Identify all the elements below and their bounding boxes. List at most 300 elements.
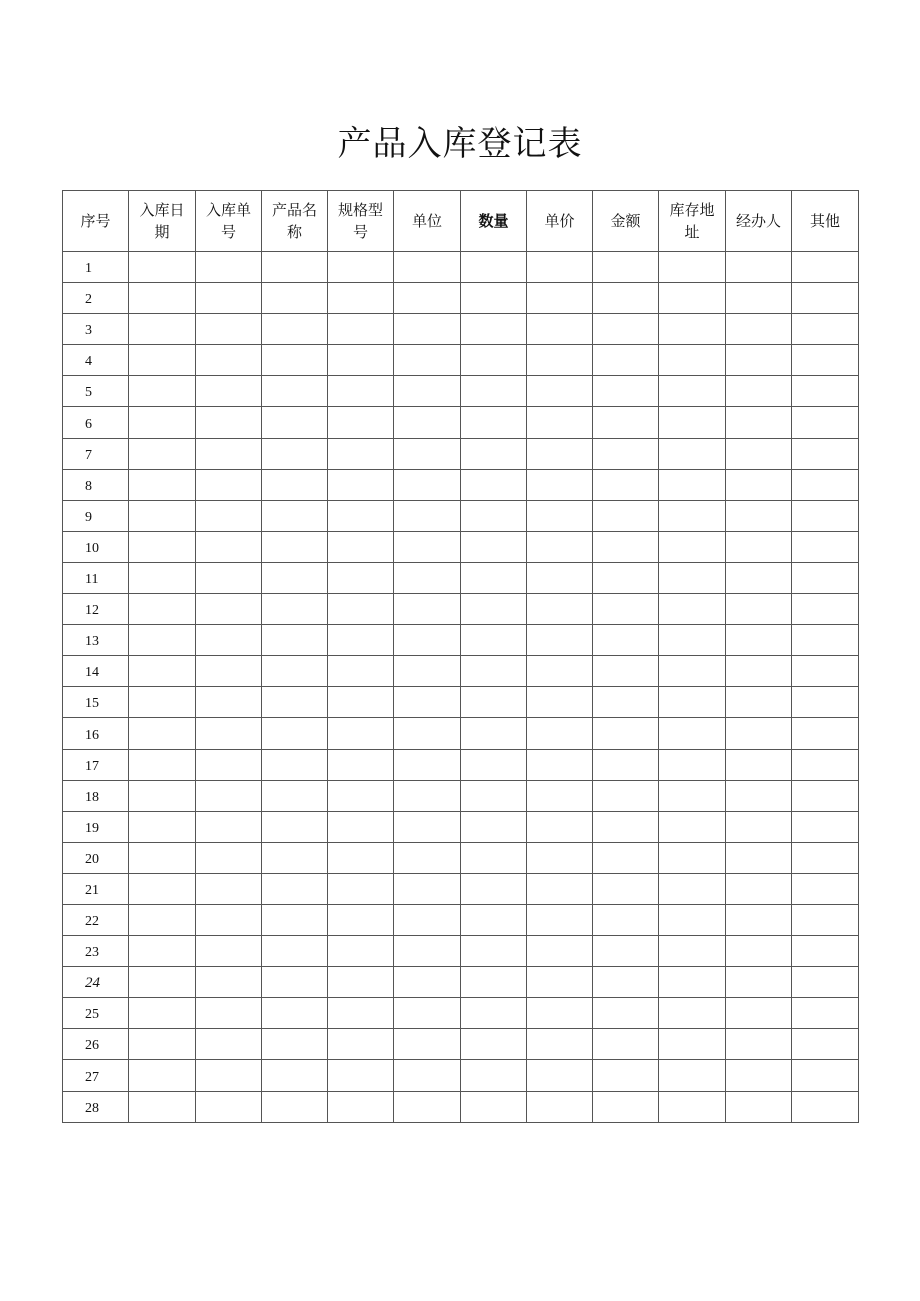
table-cell[interactable] bbox=[262, 345, 328, 376]
table-cell[interactable] bbox=[196, 967, 262, 998]
table-cell[interactable] bbox=[659, 873, 726, 904]
table-cell[interactable] bbox=[328, 562, 394, 593]
table-cell[interactable] bbox=[726, 842, 792, 873]
table-cell[interactable] bbox=[262, 967, 328, 998]
table-cell[interactable] bbox=[394, 873, 461, 904]
table-cell[interactable] bbox=[593, 376, 659, 407]
table-cell[interactable] bbox=[593, 594, 659, 625]
table-cell[interactable] bbox=[792, 469, 859, 500]
table-cell[interactable] bbox=[527, 1091, 593, 1122]
table-cell[interactable] bbox=[593, 842, 659, 873]
table-cell[interactable] bbox=[593, 780, 659, 811]
table-cell[interactable] bbox=[196, 718, 262, 749]
table-cell[interactable] bbox=[726, 625, 792, 656]
table-cell[interactable] bbox=[196, 936, 262, 967]
table-cell[interactable] bbox=[461, 1060, 527, 1091]
table-cell[interactable] bbox=[394, 252, 461, 283]
table-cell[interactable] bbox=[328, 376, 394, 407]
table-cell[interactable] bbox=[196, 376, 262, 407]
table-cell[interactable] bbox=[726, 252, 792, 283]
table-cell[interactable] bbox=[328, 656, 394, 687]
table-cell[interactable] bbox=[659, 314, 726, 345]
table-cell[interactable] bbox=[129, 469, 196, 500]
table-cell[interactable] bbox=[196, 873, 262, 904]
table-cell[interactable] bbox=[593, 314, 659, 345]
table-cell[interactable] bbox=[461, 904, 527, 935]
table-cell[interactable] bbox=[527, 687, 593, 718]
table-cell[interactable] bbox=[593, 1060, 659, 1091]
table-cell[interactable] bbox=[196, 1091, 262, 1122]
table-cell[interactable] bbox=[129, 594, 196, 625]
table-cell[interactable] bbox=[527, 500, 593, 531]
table-cell[interactable] bbox=[394, 904, 461, 935]
table-cell[interactable] bbox=[129, 500, 196, 531]
table-cell[interactable] bbox=[262, 314, 328, 345]
table-cell[interactable] bbox=[593, 936, 659, 967]
table-cell[interactable] bbox=[262, 376, 328, 407]
table-cell[interactable] bbox=[328, 531, 394, 562]
table-cell[interactable] bbox=[196, 656, 262, 687]
table-cell[interactable] bbox=[593, 252, 659, 283]
table-cell[interactable] bbox=[196, 842, 262, 873]
table-cell[interactable] bbox=[461, 967, 527, 998]
table-cell[interactable] bbox=[527, 625, 593, 656]
table-cell[interactable] bbox=[461, 562, 527, 593]
table-cell[interactable] bbox=[262, 283, 328, 314]
table-cell[interactable] bbox=[593, 345, 659, 376]
table-cell[interactable] bbox=[659, 562, 726, 593]
table-cell[interactable] bbox=[196, 500, 262, 531]
table-cell[interactable] bbox=[196, 1060, 262, 1091]
table-cell[interactable] bbox=[196, 998, 262, 1029]
table-cell[interactable] bbox=[328, 904, 394, 935]
table-cell[interactable] bbox=[527, 469, 593, 500]
table-cell[interactable] bbox=[659, 345, 726, 376]
table-cell[interactable] bbox=[129, 1091, 196, 1122]
table-cell[interactable] bbox=[792, 1091, 859, 1122]
table-cell[interactable] bbox=[726, 811, 792, 842]
table-cell[interactable] bbox=[792, 780, 859, 811]
table-cell[interactable] bbox=[527, 998, 593, 1029]
table-cell[interactable] bbox=[593, 718, 659, 749]
table-cell[interactable] bbox=[593, 562, 659, 593]
table-cell[interactable] bbox=[129, 656, 196, 687]
table-cell[interactable] bbox=[328, 749, 394, 780]
table-cell[interactable] bbox=[129, 687, 196, 718]
table-cell[interactable] bbox=[527, 438, 593, 469]
table-cell[interactable] bbox=[328, 252, 394, 283]
table-cell[interactable] bbox=[792, 531, 859, 562]
table-cell[interactable] bbox=[328, 811, 394, 842]
table-cell[interactable] bbox=[328, 780, 394, 811]
table-cell[interactable] bbox=[461, 687, 527, 718]
table-cell[interactable] bbox=[593, 500, 659, 531]
table-cell[interactable] bbox=[461, 594, 527, 625]
table-cell[interactable] bbox=[262, 687, 328, 718]
table-cell[interactable] bbox=[394, 718, 461, 749]
table-cell[interactable] bbox=[328, 1060, 394, 1091]
table-cell[interactable] bbox=[792, 936, 859, 967]
table-cell[interactable] bbox=[196, 283, 262, 314]
table-cell[interactable] bbox=[792, 811, 859, 842]
table-cell[interactable] bbox=[394, 407, 461, 438]
table-cell[interactable] bbox=[659, 407, 726, 438]
table-cell[interactable] bbox=[394, 438, 461, 469]
table-cell[interactable] bbox=[659, 1029, 726, 1060]
table-cell[interactable] bbox=[792, 500, 859, 531]
table-cell[interactable] bbox=[527, 283, 593, 314]
table-cell[interactable] bbox=[527, 1029, 593, 1060]
table-cell[interactable] bbox=[328, 687, 394, 718]
table-cell[interactable] bbox=[129, 904, 196, 935]
table-cell[interactable] bbox=[659, 811, 726, 842]
table-cell[interactable] bbox=[792, 345, 859, 376]
table-cell[interactable] bbox=[527, 594, 593, 625]
table-cell[interactable] bbox=[461, 283, 527, 314]
table-cell[interactable] bbox=[527, 718, 593, 749]
table-cell[interactable] bbox=[726, 283, 792, 314]
table-cell[interactable] bbox=[262, 749, 328, 780]
table-cell[interactable] bbox=[394, 967, 461, 998]
table-cell[interactable] bbox=[659, 936, 726, 967]
table-cell[interactable] bbox=[527, 562, 593, 593]
table-cell[interactable] bbox=[196, 407, 262, 438]
table-cell[interactable] bbox=[328, 1029, 394, 1060]
table-cell[interactable] bbox=[527, 656, 593, 687]
table-cell[interactable] bbox=[196, 780, 262, 811]
table-cell[interactable] bbox=[328, 438, 394, 469]
table-cell[interactable] bbox=[659, 967, 726, 998]
table-cell[interactable] bbox=[394, 687, 461, 718]
table-cell[interactable] bbox=[461, 407, 527, 438]
table-cell[interactable] bbox=[461, 842, 527, 873]
table-cell[interactable] bbox=[527, 780, 593, 811]
table-cell[interactable] bbox=[461, 749, 527, 780]
table-cell[interactable] bbox=[593, 1091, 659, 1122]
table-cell[interactable] bbox=[726, 500, 792, 531]
table-cell[interactable] bbox=[792, 842, 859, 873]
table-cell[interactable] bbox=[328, 718, 394, 749]
table-cell[interactable] bbox=[726, 469, 792, 500]
table-cell[interactable] bbox=[593, 531, 659, 562]
table-cell[interactable] bbox=[262, 438, 328, 469]
table-cell[interactable] bbox=[593, 283, 659, 314]
table-cell[interactable] bbox=[792, 283, 859, 314]
table-cell[interactable] bbox=[726, 438, 792, 469]
table-cell[interactable] bbox=[726, 967, 792, 998]
table-cell[interactable] bbox=[262, 252, 328, 283]
table-cell[interactable] bbox=[659, 718, 726, 749]
table-cell[interactable] bbox=[262, 842, 328, 873]
table-cell[interactable] bbox=[129, 1060, 196, 1091]
table-cell[interactable] bbox=[659, 376, 726, 407]
table-cell[interactable] bbox=[659, 749, 726, 780]
table-cell[interactable] bbox=[461, 718, 527, 749]
table-cell[interactable] bbox=[593, 656, 659, 687]
table-cell[interactable] bbox=[726, 1091, 792, 1122]
table-cell[interactable] bbox=[394, 283, 461, 314]
table-cell[interactable] bbox=[726, 780, 792, 811]
table-cell[interactable] bbox=[659, 842, 726, 873]
table-cell[interactable] bbox=[659, 469, 726, 500]
table-cell[interactable] bbox=[129, 283, 196, 314]
table-cell[interactable] bbox=[394, 594, 461, 625]
table-cell[interactable] bbox=[726, 345, 792, 376]
table-cell[interactable] bbox=[196, 562, 262, 593]
table-cell[interactable] bbox=[394, 500, 461, 531]
table-cell[interactable] bbox=[461, 811, 527, 842]
table-cell[interactable] bbox=[394, 656, 461, 687]
table-cell[interactable] bbox=[129, 407, 196, 438]
table-cell[interactable] bbox=[196, 594, 262, 625]
table-cell[interactable] bbox=[129, 625, 196, 656]
table-cell[interactable] bbox=[792, 562, 859, 593]
table-cell[interactable] bbox=[593, 438, 659, 469]
table-cell[interactable] bbox=[461, 998, 527, 1029]
table-cell[interactable] bbox=[726, 407, 792, 438]
table-cell[interactable] bbox=[792, 625, 859, 656]
table-cell[interactable] bbox=[792, 656, 859, 687]
table-cell[interactable] bbox=[659, 1060, 726, 1091]
table-cell[interactable] bbox=[659, 780, 726, 811]
table-cell[interactable] bbox=[262, 594, 328, 625]
table-cell[interactable] bbox=[262, 500, 328, 531]
table-cell[interactable] bbox=[461, 625, 527, 656]
table-cell[interactable] bbox=[792, 594, 859, 625]
table-cell[interactable] bbox=[262, 1029, 328, 1060]
table-cell[interactable] bbox=[792, 1029, 859, 1060]
table-cell[interactable] bbox=[262, 656, 328, 687]
table-cell[interactable] bbox=[129, 718, 196, 749]
table-cell[interactable] bbox=[328, 936, 394, 967]
table-cell[interactable] bbox=[527, 749, 593, 780]
table-cell[interactable] bbox=[196, 625, 262, 656]
table-cell[interactable] bbox=[792, 998, 859, 1029]
table-cell[interactable] bbox=[461, 936, 527, 967]
table-cell[interactable] bbox=[262, 718, 328, 749]
table-cell[interactable] bbox=[394, 531, 461, 562]
table-cell[interactable] bbox=[659, 594, 726, 625]
table-cell[interactable] bbox=[461, 531, 527, 562]
table-cell[interactable] bbox=[659, 687, 726, 718]
table-cell[interactable] bbox=[262, 811, 328, 842]
table-cell[interactable] bbox=[527, 967, 593, 998]
table-cell[interactable] bbox=[527, 936, 593, 967]
table-cell[interactable] bbox=[726, 1029, 792, 1060]
table-cell[interactable] bbox=[394, 376, 461, 407]
table-cell[interactable] bbox=[328, 842, 394, 873]
table-cell[interactable] bbox=[129, 314, 196, 345]
table-cell[interactable] bbox=[659, 1091, 726, 1122]
table-cell[interactable] bbox=[527, 531, 593, 562]
table-cell[interactable] bbox=[593, 749, 659, 780]
table-cell[interactable] bbox=[129, 842, 196, 873]
table-cell[interactable] bbox=[328, 283, 394, 314]
table-cell[interactable] bbox=[792, 438, 859, 469]
table-cell[interactable] bbox=[262, 998, 328, 1029]
table-cell[interactable] bbox=[394, 314, 461, 345]
table-cell[interactable] bbox=[593, 967, 659, 998]
table-cell[interactable] bbox=[726, 998, 792, 1029]
table-cell[interactable] bbox=[196, 904, 262, 935]
table-cell[interactable] bbox=[593, 904, 659, 935]
table-cell[interactable] bbox=[461, 469, 527, 500]
table-cell[interactable] bbox=[593, 625, 659, 656]
table-cell[interactable] bbox=[196, 811, 262, 842]
table-cell[interactable] bbox=[527, 873, 593, 904]
table-cell[interactable] bbox=[792, 749, 859, 780]
table-cell[interactable] bbox=[129, 811, 196, 842]
table-cell[interactable] bbox=[792, 904, 859, 935]
table-cell[interactable] bbox=[394, 1029, 461, 1060]
table-cell[interactable] bbox=[394, 749, 461, 780]
table-cell[interactable] bbox=[394, 936, 461, 967]
table-cell[interactable] bbox=[659, 500, 726, 531]
table-cell[interactable] bbox=[129, 345, 196, 376]
table-cell[interactable] bbox=[129, 873, 196, 904]
table-cell[interactable] bbox=[726, 718, 792, 749]
table-cell[interactable] bbox=[659, 656, 726, 687]
table-cell[interactable] bbox=[726, 1060, 792, 1091]
table-cell[interactable] bbox=[196, 687, 262, 718]
table-cell[interactable] bbox=[593, 1029, 659, 1060]
table-cell[interactable] bbox=[527, 811, 593, 842]
table-cell[interactable] bbox=[262, 625, 328, 656]
table-cell[interactable] bbox=[328, 594, 394, 625]
table-cell[interactable] bbox=[196, 531, 262, 562]
table-cell[interactable] bbox=[196, 438, 262, 469]
table-cell[interactable] bbox=[328, 500, 394, 531]
table-cell[interactable] bbox=[328, 1091, 394, 1122]
table-cell[interactable] bbox=[328, 314, 394, 345]
table-cell[interactable] bbox=[394, 469, 461, 500]
table-cell[interactable] bbox=[461, 780, 527, 811]
table-cell[interactable] bbox=[659, 904, 726, 935]
table-cell[interactable] bbox=[659, 252, 726, 283]
table-cell[interactable] bbox=[461, 345, 527, 376]
table-cell[interactable] bbox=[726, 936, 792, 967]
table-cell[interactable] bbox=[262, 531, 328, 562]
table-cell[interactable] bbox=[394, 842, 461, 873]
table-cell[interactable] bbox=[726, 594, 792, 625]
table-cell[interactable] bbox=[461, 376, 527, 407]
table-cell[interactable] bbox=[527, 345, 593, 376]
table-cell[interactable] bbox=[461, 252, 527, 283]
table-cell[interactable] bbox=[262, 469, 328, 500]
table-cell[interactable] bbox=[262, 1060, 328, 1091]
table-cell[interactable] bbox=[129, 252, 196, 283]
table-cell[interactable] bbox=[461, 1091, 527, 1122]
table-cell[interactable] bbox=[328, 873, 394, 904]
table-cell[interactable] bbox=[726, 687, 792, 718]
table-cell[interactable] bbox=[328, 407, 394, 438]
table-cell[interactable] bbox=[394, 998, 461, 1029]
table-cell[interactable] bbox=[129, 936, 196, 967]
table-cell[interactable] bbox=[659, 438, 726, 469]
table-cell[interactable] bbox=[328, 998, 394, 1029]
table-cell[interactable] bbox=[129, 438, 196, 469]
table-cell[interactable] bbox=[262, 936, 328, 967]
table-cell[interactable] bbox=[262, 407, 328, 438]
table-cell[interactable] bbox=[328, 469, 394, 500]
table-cell[interactable] bbox=[461, 873, 527, 904]
table-cell[interactable] bbox=[792, 873, 859, 904]
table-cell[interactable] bbox=[394, 1091, 461, 1122]
table-cell[interactable] bbox=[726, 749, 792, 780]
table-cell[interactable] bbox=[593, 998, 659, 1029]
table-cell[interactable] bbox=[328, 625, 394, 656]
table-cell[interactable] bbox=[726, 562, 792, 593]
table-cell[interactable] bbox=[394, 780, 461, 811]
table-cell[interactable] bbox=[593, 811, 659, 842]
table-cell[interactable] bbox=[129, 998, 196, 1029]
table-cell[interactable] bbox=[461, 438, 527, 469]
table-cell[interactable] bbox=[196, 345, 262, 376]
table-cell[interactable] bbox=[196, 749, 262, 780]
table-cell[interactable] bbox=[527, 314, 593, 345]
table-cell[interactable] bbox=[527, 252, 593, 283]
table-cell[interactable] bbox=[726, 531, 792, 562]
table-cell[interactable] bbox=[593, 407, 659, 438]
table-cell[interactable] bbox=[593, 687, 659, 718]
table-cell[interactable] bbox=[726, 873, 792, 904]
table-cell[interactable] bbox=[792, 1060, 859, 1091]
table-cell[interactable] bbox=[394, 562, 461, 593]
table-cell[interactable] bbox=[593, 469, 659, 500]
table-cell[interactable] bbox=[792, 407, 859, 438]
table-cell[interactable] bbox=[527, 407, 593, 438]
table-cell[interactable] bbox=[262, 1091, 328, 1122]
table-cell[interactable] bbox=[726, 656, 792, 687]
table-cell[interactable] bbox=[129, 376, 196, 407]
table-cell[interactable] bbox=[659, 283, 726, 314]
table-cell[interactable] bbox=[262, 904, 328, 935]
table-cell[interactable] bbox=[461, 500, 527, 531]
table-cell[interactable] bbox=[659, 625, 726, 656]
table-cell[interactable] bbox=[726, 376, 792, 407]
table-cell[interactable] bbox=[461, 314, 527, 345]
table-cell[interactable] bbox=[196, 314, 262, 345]
table-cell[interactable] bbox=[527, 842, 593, 873]
table-cell[interactable] bbox=[262, 562, 328, 593]
table-cell[interactable] bbox=[659, 531, 726, 562]
table-cell[interactable] bbox=[262, 780, 328, 811]
table-cell[interactable] bbox=[129, 562, 196, 593]
table-cell[interactable] bbox=[394, 1060, 461, 1091]
table-cell[interactable] bbox=[792, 252, 859, 283]
table-cell[interactable] bbox=[527, 1060, 593, 1091]
table-cell[interactable] bbox=[659, 998, 726, 1029]
table-cell[interactable] bbox=[196, 469, 262, 500]
table-cell[interactable] bbox=[792, 967, 859, 998]
table-cell[interactable] bbox=[527, 376, 593, 407]
table-cell[interactable] bbox=[328, 967, 394, 998]
table-cell[interactable] bbox=[394, 345, 461, 376]
table-cell[interactable] bbox=[527, 904, 593, 935]
table-cell[interactable] bbox=[394, 811, 461, 842]
table-cell[interactable] bbox=[792, 718, 859, 749]
table-cell[interactable] bbox=[726, 904, 792, 935]
table-cell[interactable] bbox=[461, 656, 527, 687]
table-cell[interactable] bbox=[129, 780, 196, 811]
table-cell[interactable] bbox=[129, 749, 196, 780]
table-cell[interactable] bbox=[461, 1029, 527, 1060]
table-cell[interactable] bbox=[792, 687, 859, 718]
table-cell[interactable] bbox=[726, 314, 792, 345]
table-cell[interactable] bbox=[129, 967, 196, 998]
table-cell[interactable] bbox=[129, 1029, 196, 1060]
table-cell[interactable] bbox=[328, 345, 394, 376]
